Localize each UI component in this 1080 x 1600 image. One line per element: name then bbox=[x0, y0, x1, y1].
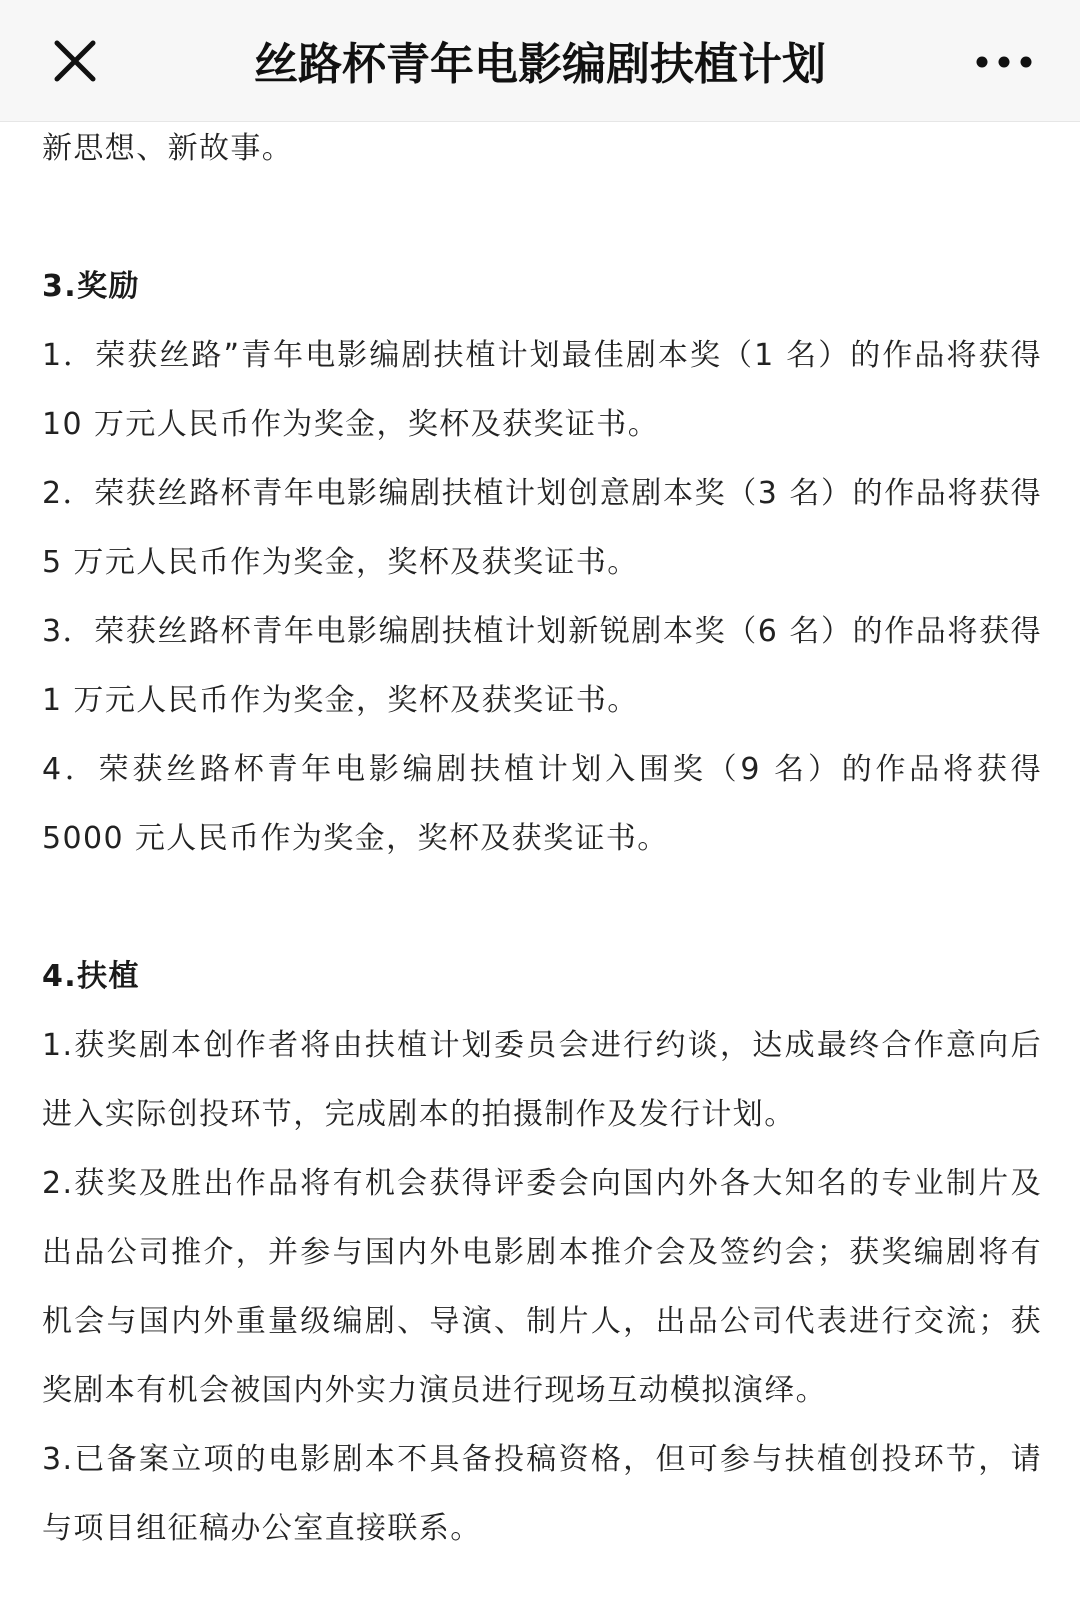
article-body bbox=[42, 114, 1042, 1563]
support-item: 1.获奖剧本创作者将由扶植计划委员会进行约谈，达成最终合作意向后进入实际创投环节，完成剧本的拍摄制作及发行计划。 bbox=[42, 1028, 1042, 1132]
section-heading-rewards: 3.奖励 bbox=[42, 269, 140, 304]
support-item: 3.已备案立项的电影剧本不具备投稿资格，但可参与扶植创投环节，请与项目组征稿办公室直接联系。 bbox=[42, 1442, 1042, 1546]
intro-tail-text: 新思想、新故事。 bbox=[42, 131, 294, 166]
reward-item: 4．荣获丝路杯青年电影编剧扶植计划入围奖（9 名）的作品将获得 5000 元人民币作为奖金，奖杯及获奖证书。 bbox=[42, 752, 1042, 856]
more-button[interactable] bbox=[972, 42, 1036, 82]
close-button[interactable] bbox=[50, 36, 100, 86]
more-dots-icon bbox=[972, 42, 1036, 82]
reward-item: 3．荣获丝路杯青年电影编剧扶植计划新锐剧本奖（6 名）的作品将获得 1 万元人民币作为奖金，奖杯及获奖证书。 bbox=[42, 614, 1042, 718]
support-item: 2.获奖及胜出作品将有机会获得评委会向国内外各大知名的专业制片及出品公司推介，并参与国内外电影剧本推介会及签约会；获奖编剧将有机会与国内外重量级编剧、导演、制片人，出品公司代表进行交流；获奖剧本有机会被国内外实力演员进行现场互动模拟演绎。 bbox=[42, 1166, 1042, 1408]
reward-item: 2．荣获丝路杯青年电影编剧扶植计划创意剧本奖（3 名）的作品将获得 5 万元人民币作为奖金，奖杯及获奖证书。 bbox=[42, 476, 1042, 580]
reward-item: 1．荣获丝路”青年电影编剧扶植计划最佳剧本奖（1 名）的作品将获得 10 万元人民币作为奖金，奖杯及获奖证书。 bbox=[42, 338, 1042, 442]
section-heading-support: 4.扶植 bbox=[42, 959, 140, 994]
close-icon bbox=[50, 36, 100, 86]
nav-bar bbox=[0, 0, 1080, 122]
page-title: 丝路杯青年电影编剧扶植计划 bbox=[254, 39, 826, 90]
